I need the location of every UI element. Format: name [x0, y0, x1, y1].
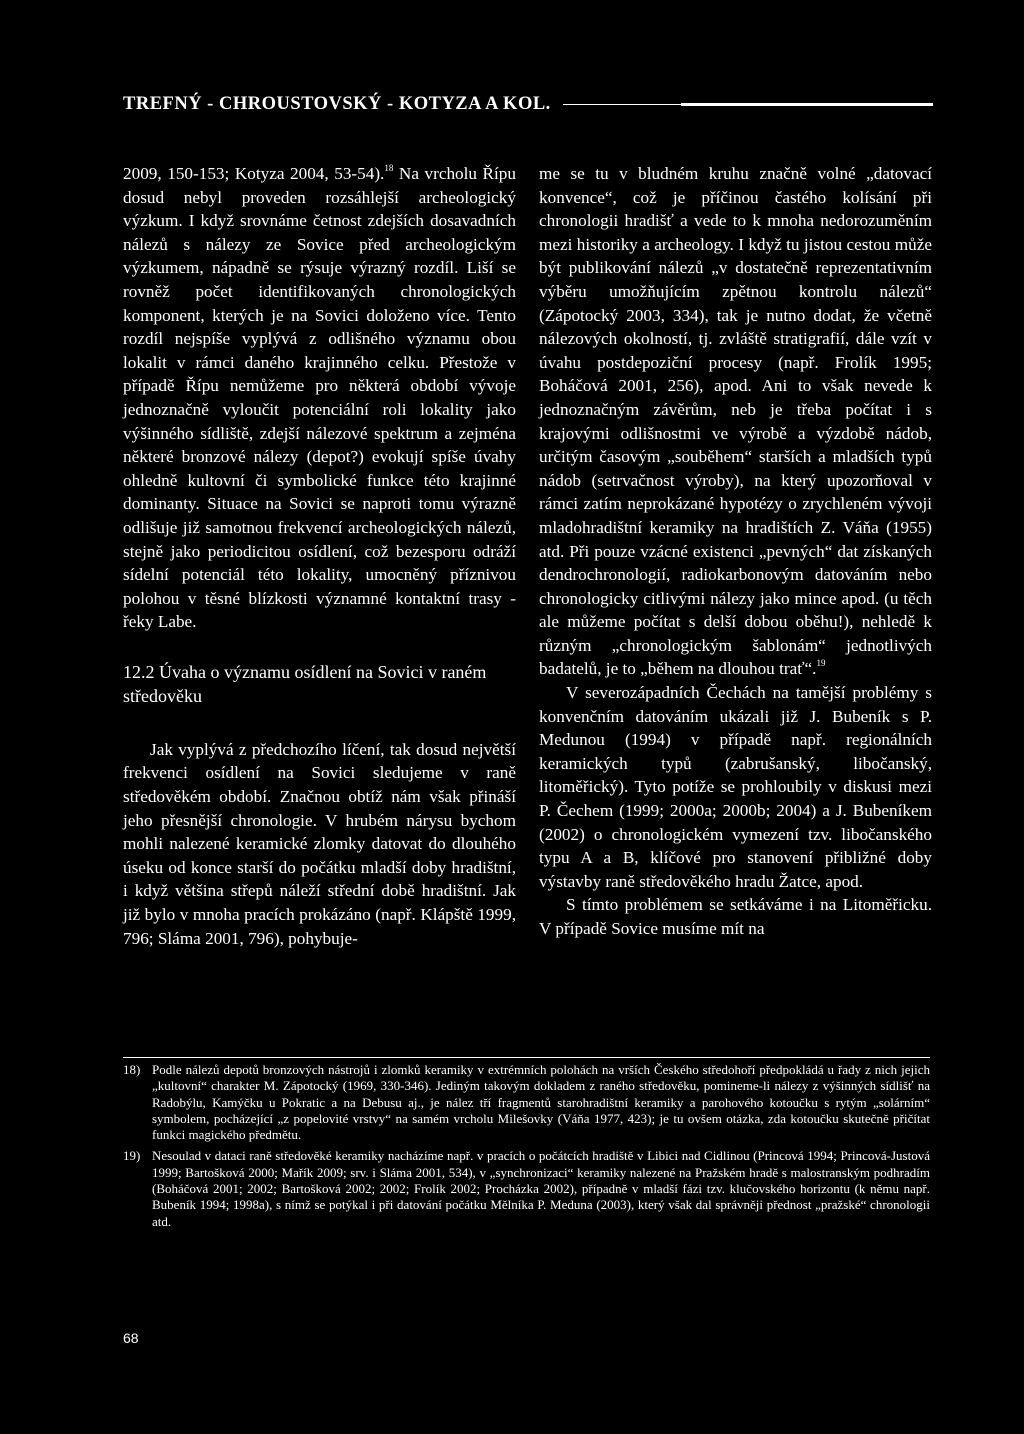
paragraph	[539, 162, 932, 681]
footnote-number: 18)	[123, 1062, 141, 1077]
page-number: 68	[123, 1330, 139, 1346]
left-column	[123, 162, 516, 950]
paragraph-text: Na vrcholu Řípu dosud nebyl proveden rozsáhlejší archeologický výzkum. I když srovnáme četnost zdejších dosavadních nálezů s nálezy ze Sovice před archeologickým výzkumem, nápadně se rýsuje výrazný rozdíl. Liší se rovněž počet identifikovaných chronologických komponent, kterých je na Sovici doloženo více. Tento rozdíl nejspíše vyplývá z odlišného významu obou lokalit v rámci daného krajinného celku. Přestože v případě Řípu nemůžeme pro některá období vývoje jednoznačně vyloučit potenciální roli lokality jako výšinného sídliště, zdejší nálezové spektrum a zejména některé bronzové nálezy (depot?) evokují spíše úvahy ohledně kultovní či symbolické funkce této krajinné dominanty. Situace na Sovici se naproti tomu výrazně odlišuje již samotnou frekvencí archeologických nálezů, stejně jako periodicitou osídlení, což bezesporu odráží sídelní potenciál této lokality, umocněný příznivou polohou v těsné blízkosti významné kontaktní trasy - řeky Labe.	[123, 164, 516, 632]
footnote-ref-18: 18	[384, 163, 394, 173]
footnote-text: Nesoulad v dataci raně středověké keramiky nacházíme např. v pracích o počátcích hradiště v Libici nad Cidlinou (Princová 1994; Princová-Justová 1999; Bartošková 2000; Mařík 2009; srv. i Sláma 2001, 534), v „synchronizaci“ keramiky nalezené na Pražském hradě s malostranským podhradím (Boháčová 2001; 2002; Bartošková 2002; 2002; Frolík 2002; Procházka 2002), případně v mladší fázi tzv. klučovského horizontu (k němu např. Bubeník 1994; 1998a), s nímž se potýkal i při datování počátku Mělníka P. Meduna (2003), který však dal správněji přednost „pražské“ chronologii atd.	[152, 1148, 930, 1229]
footnote-number: 19)	[123, 1148, 141, 1164]
footnote-text: Podle nálezů depotů bronzových nástrojů i zlomků keramiky v extrémních polohách na vrších Českého středohoří předpokládá u řady z nich jejich „kultovní“ charakter M. Zápotocký (1969, 330-346). Jediným takovým dokladem z raného středověku, pomineme-li nálezy z výšinných sídlišť na Radobýlu, Kamýčku u Pokratic a na Debusu aj., je nález tří fragmentů starohradištní keramiky a parohového kotoučku s rytým „solárním“ symbolem, pocházející „z popelovité vrstvy“ na samém vrcholu Milešovky (Váňa 1977, 423); je tu ovšem otázka, zda kotoučku skutečně přičítat funkci magického předmětu.	[152, 1062, 930, 1143]
right-column	[539, 162, 932, 941]
footnote-divider	[123, 1057, 930, 1058]
footnote-18	[123, 1062, 930, 1143]
header-rule	[563, 99, 933, 111]
running-header	[123, 94, 933, 115]
paragraph	[123, 162, 516, 634]
footnote-ref-19: 19	[816, 658, 826, 669]
paragraph-text: 2009, 150-153; Kotyza 2004, 53-54).	[123, 164, 385, 183]
paragraph: V severozápadních Čechách na tamější problémy s konvenčním datováním ukázali již J. Bubeník s P. Medunou (1994) v případě např. regionálních keramických typů (zabrušanský, libočanský, litoměřický). Tyto potíže se prohloubily v diskusi mezi P. Čechem (1999; 2000a; 2000b; 2004) a J. Bubeníkem (2002) o chronologickém vymezení tzv. libočanského typu A a B, klíčové pro stanovení přibližné doby výstavby raně středověkého hradu Žatce, apod.	[539, 683, 932, 891]
paragraph: S tímto problémem se setkáváme i na Litoměřicku. V případě Sovice musíme mít na	[539, 895, 932, 938]
footnotes	[123, 1062, 930, 1235]
paragraph: Jak vyplývá z předchozího líčení, tak dosud největší frekvenci osídlení na Sovici sledujeme v raně středověkém období. Značnou obtíž nám však přináší jeho přesnější chronologie. V hrubém nárysu bychom mohli nalezené keramické zlomky datovat do dlouhého úseku od konce starší do počátku mladší doby hradištní, i když většina střepů náleží střední době hradištní. Jak již bylo v mnoha pracích prokázáno (např. Klápště 1999, 796; Sláma 2001, 796), pohybuje-	[123, 739, 516, 948]
section-heading: 12.2 Úvaha o významu osídlení na Sovici v raném středověku	[123, 661, 487, 706]
paragraph-text: me se tu v bludném kruhu značně volné „datovací konvence“, což je příčinou častého kolísání při chronologii hradišť a vede to k mnoha nedorozuměním mezi historiky a archeology. I když tu jistou cestou může být publikování nálezů „v dostatečně reprezentativním výběru umožňujícím zpětnou kontrolu nálezů“ (Zápotocký 2003, 334), tak je nutno dodat, že včetně nálezových okolností, tj. zvláště stratigrafií, dále vzít v úvahu postdepoziční procesy (např. Frolík 1995; Boháčová 2001, 256), apod. Ani to však nevede k jednoznačným závěrům, neb je třeba počítat i s krajovými odlišnostmi ve výrobě a výzdobě nádob, určitým časovým „souběhem“ starších a mladších typů nádob (setrvačnost výroby), na který upozorňoval v rámci zatím neprokázané hypotézy o zrychleném vývoji mladohradištní keramiky na hradištích Z. Váňa (1955) atd. Při pouze vzácné existenci „pevných“ dat získaných dendrochronologií, radiokarbonovým datováním nebo chronologicky citlivými nálezy jako mince apod. (u těch ale můžeme počítat s delší dobou oběhu!), nehledě k různým „chronologickým šablonám“ jednotlivých badatelů, je to „během na dlouhou trať“.	[539, 164, 932, 679]
footnote-19	[123, 1148, 930, 1229]
header-title: TREFNÝ - CHROUSTOVSKÝ - KOTYZA A KOL.	[123, 94, 551, 114]
